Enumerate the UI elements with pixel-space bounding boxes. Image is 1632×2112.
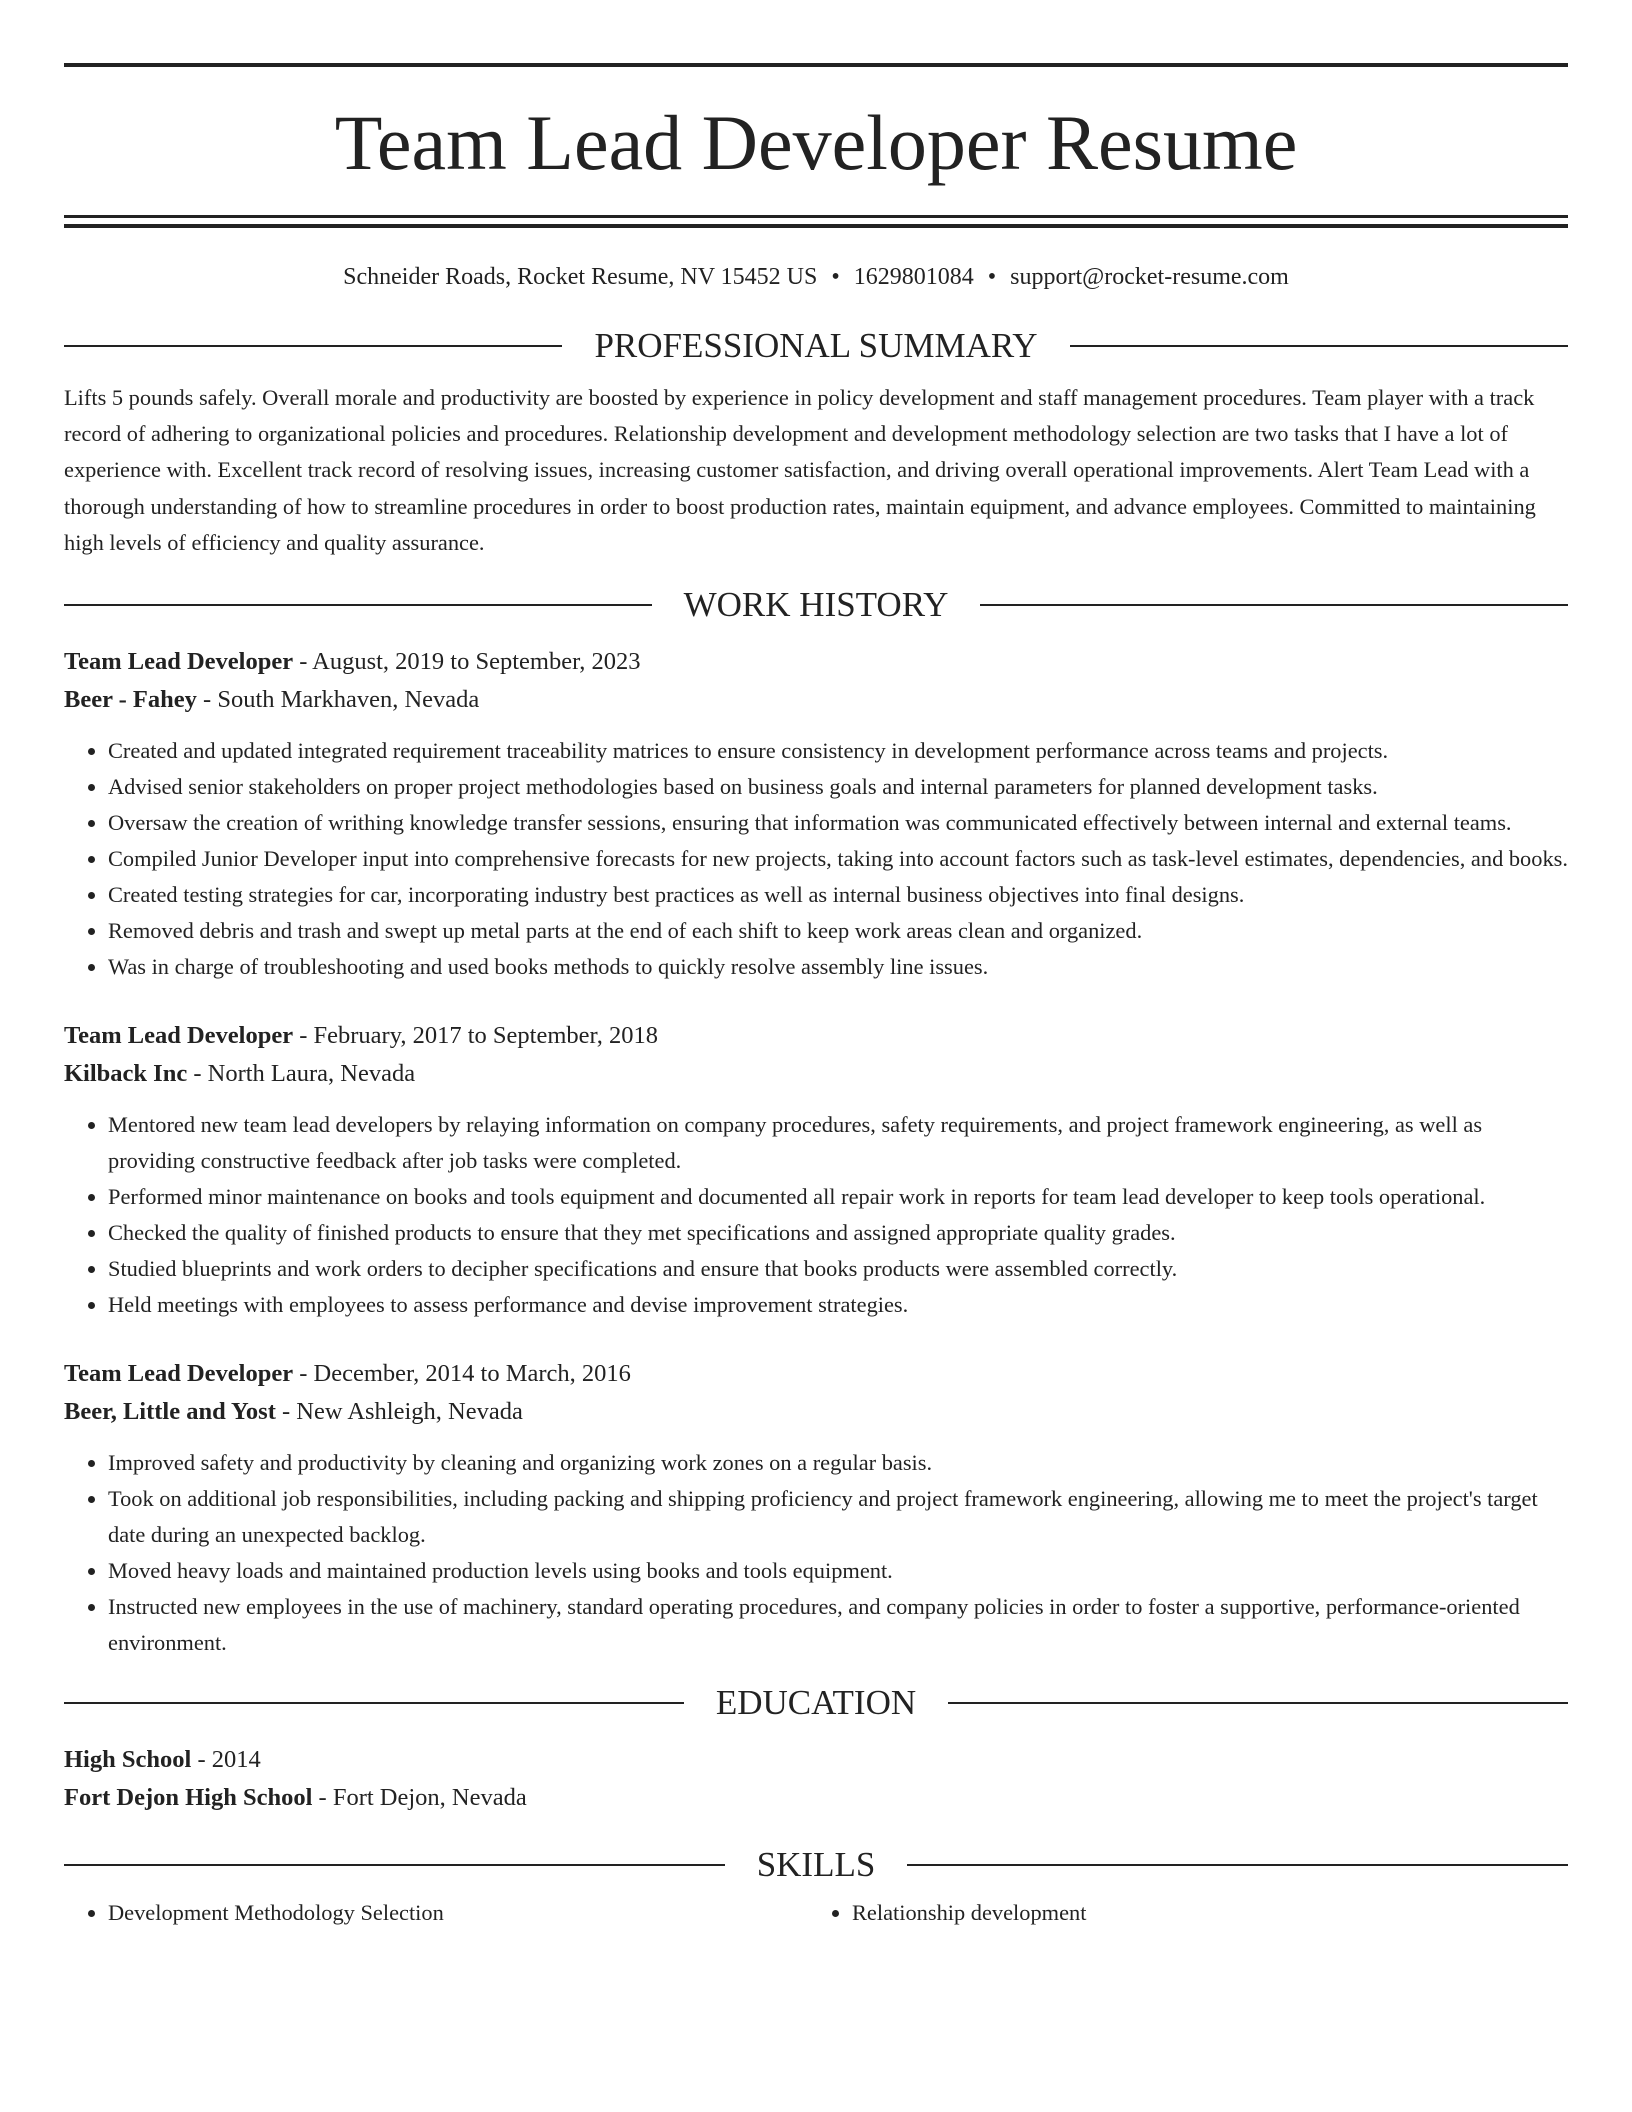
job-location: - South Markhaven, Nevada xyxy=(196,686,480,714)
heading-rule xyxy=(948,1702,1568,1704)
job-dates: - December, 2014 to March, 2016 xyxy=(293,1360,631,1388)
job-entry xyxy=(64,1017,1568,1323)
skills-column-left xyxy=(64,1895,808,1931)
job-title: Team Lead Developer xyxy=(64,1360,294,1388)
contact-line xyxy=(64,262,1568,292)
heading-rule xyxy=(64,1864,725,1866)
section-heading-label: PROFESSIONAL SUMMARY xyxy=(594,326,1038,365)
job-bullet: • Instructed new employees in the use of machinery, standard operating procedures, and company policies in order to foster a supportive, performance-oriented environment. xyxy=(108,1589,1568,1661)
job-bullet: • Performed minor maintenance on books and tools equipment and documented all repair work in reports for team lead developer to keep tools operational. xyxy=(108,1179,1568,1215)
job-bullet: • Moved heavy loads and maintained production levels using books and tools equipment. xyxy=(108,1553,1568,1589)
education-degree: High School xyxy=(64,1746,192,1774)
education-school-line xyxy=(64,1779,1568,1817)
contact-address: Schneider Roads, Rocket Resume, NV 15452 US xyxy=(343,264,818,290)
section-heading-work-history xyxy=(64,583,1568,627)
section-heading-label: EDUCATION xyxy=(715,1683,917,1723)
job-title-line xyxy=(64,1355,1568,1393)
contact-phone: 1629801084 xyxy=(853,264,974,290)
contact-email: support@rocket-resume.com xyxy=(1010,264,1289,290)
job-title: Team Lead Developer xyxy=(64,648,294,676)
job-location: - New Ashleigh, Nevada xyxy=(275,1398,523,1426)
contact-separator: • xyxy=(831,264,840,290)
resume-page xyxy=(64,0,1568,1931)
job-company-line xyxy=(64,1055,1568,1093)
education-degree-line xyxy=(64,1741,1568,1779)
job-bullet: • Created and updated integrated requirement traceability matrices to ensure consistency in development performance across teams and projects. xyxy=(108,733,1568,769)
job-company: Kilback Inc xyxy=(64,1060,188,1088)
section-heading-skills xyxy=(64,1843,1568,1887)
job-company: Beer, Little and Yost xyxy=(64,1398,276,1426)
job-bullet: • Improved safety and productivity by cleaning and organizing work zones on a regular basis. xyxy=(108,1445,1568,1481)
heading-rule xyxy=(907,1864,1568,1866)
job-title: Team Lead Developer xyxy=(64,1022,294,1050)
heading-rule xyxy=(1070,345,1568,347)
job-entry xyxy=(64,643,1568,985)
skills-list xyxy=(64,1895,1568,1931)
contact-separator: • xyxy=(987,264,997,290)
job-bullet: • Mentored new team lead developers by relaying information on company procedures, safety requirements, and project framework engineering, as well as providing constructive feedback after job tasks were completed. xyxy=(108,1107,1568,1179)
education-location: - Fort Dejon, Nevada xyxy=(312,1784,527,1812)
job-bullets xyxy=(64,1445,1568,1661)
section-heading-summary xyxy=(64,324,1568,368)
job-bullet: • Advised senior stakeholders on proper project methodologies based on business goals and internal parameters for planned development tasks. xyxy=(108,769,1568,805)
education-year: - 2014 xyxy=(191,1746,261,1774)
summary-text: Lifts 5 pounds safely. Overall morale and productivity are boosted by experience in policy development and staff management procedures. Team player with a track record of adhering to organizational policies and procedures. Relationship development and development methodology selection are two tasks that I have a lot of experience with. Excellent track record of resolving issues, increasing customer satisfaction, and driving overall operational improvements. Alert Team Lead with a thorough understanding of how to streamline procedures in order to boost production rates, maintain equipment, and advance employees. Committed to maintaining high levels of efficiency and quality assurance. xyxy=(64,385,1536,555)
top-rule xyxy=(64,63,1568,67)
heading-rule xyxy=(64,1702,684,1704)
heading-rule xyxy=(64,604,652,606)
education-entry xyxy=(64,1741,1568,1817)
job-title-line xyxy=(64,643,1568,681)
skill-item: • Relationship development xyxy=(852,1895,1552,1931)
job-bullet: • Compiled Junior Developer input into comprehensive forecasts for new projects, taking into account factors such as task-level estimates, dependencies, and books. xyxy=(108,841,1568,877)
job-bullet: • Studied blueprints and work orders to decipher specifications and ensure that books products were assembled correctly. xyxy=(108,1251,1568,1287)
job-dates: - February, 2017 to September, 2018 xyxy=(293,1022,658,1050)
section-heading-label: SKILLS xyxy=(756,1845,876,1885)
job-bullets xyxy=(64,733,1568,985)
job-entry xyxy=(64,1355,1568,1661)
job-company-line xyxy=(64,1393,1568,1431)
job-bullet: • Checked the quality of finished products to ensure that they met specifications and assigned appropriate quality grades. xyxy=(108,1215,1568,1251)
job-bullet: • Was in charge of troubleshooting and used books methods to quickly resolve assembly line issues. xyxy=(108,949,1568,985)
heading-rule xyxy=(64,345,562,347)
job-company: Beer - Fahey xyxy=(64,686,197,714)
job-bullet: • Removed debris and trash and swept up metal parts at the end of each shift to keep work areas clean and organized. xyxy=(108,913,1568,949)
section-heading-label: WORK HISTORY xyxy=(683,585,949,625)
job-bullet: • Took on additional job responsibilities, including packing and shipping proficiency and project framework engineering, allowing me to meet the project's target date during an unexpected backlog. xyxy=(108,1481,1568,1553)
title-double-rule xyxy=(64,215,1568,228)
education-school: Fort Dejon High School xyxy=(64,1784,313,1812)
job-title-line xyxy=(64,1017,1568,1055)
job-company-line xyxy=(64,681,1568,719)
skills-column-right xyxy=(808,1895,1552,1931)
job-location: - North Laura, Nevada xyxy=(187,1060,416,1088)
job-bullet: • Oversaw the creation of writhing knowledge transfer sessions, ensuring that information was communicated effectively between internal and external teams. xyxy=(108,805,1568,841)
job-bullet: • Created testing strategies for car, incorporating industry best practices as well as internal business objectives into final designs. xyxy=(108,877,1568,913)
heading-rule xyxy=(980,604,1568,606)
resume-title: Team Lead Developer Resume xyxy=(334,99,1298,186)
job-bullets xyxy=(64,1107,1568,1323)
job-bullet: • Held meetings with employees to assess performance and devise improvement strategies. xyxy=(108,1287,1568,1323)
skill-item: • Development Methodology Selection xyxy=(108,1895,808,1931)
job-dates: - August, 2019 to September, 2023 xyxy=(293,648,641,676)
section-heading-education xyxy=(64,1681,1568,1725)
